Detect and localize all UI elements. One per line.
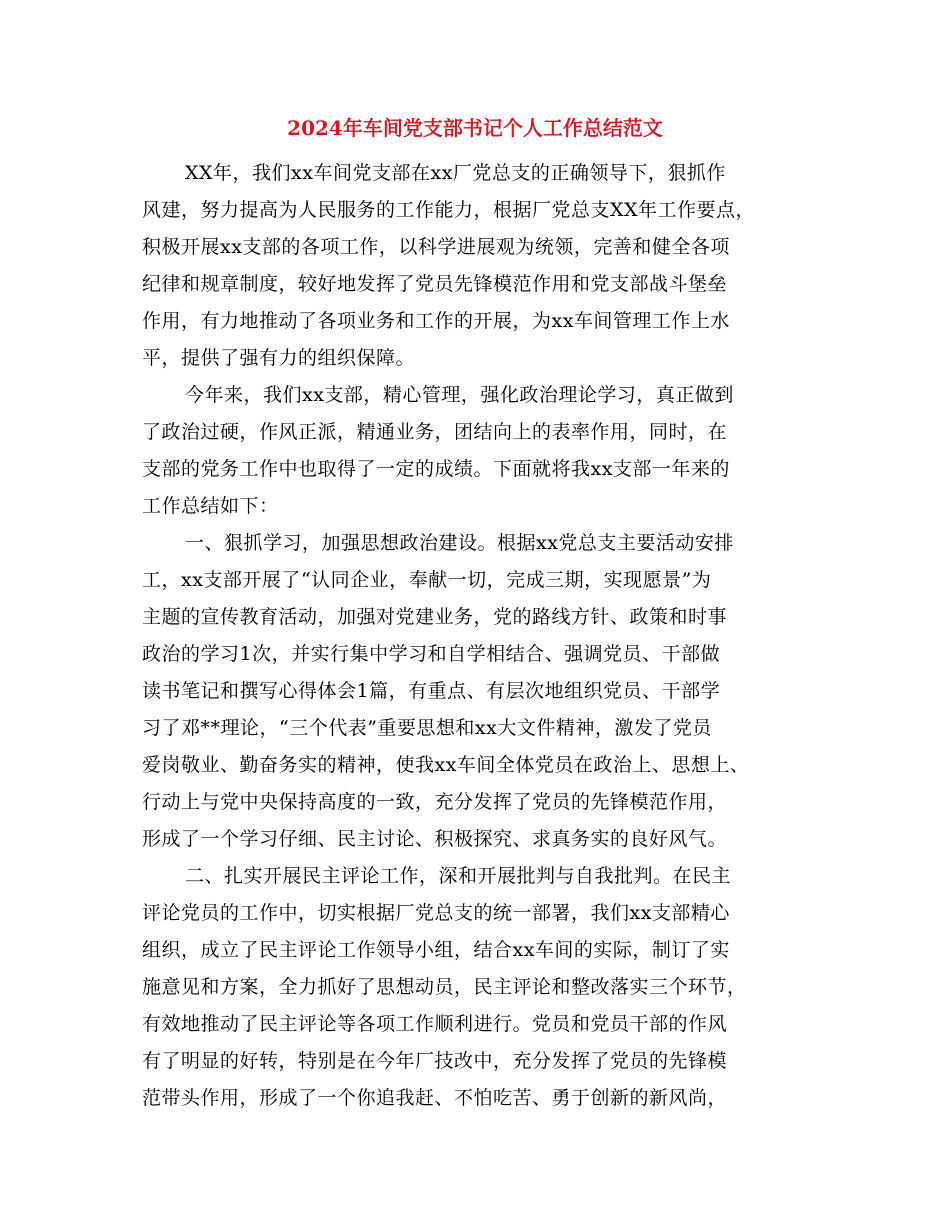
- body-line: 施意见和方案，全力抓好了思想动员，民主评论和整改落实三个环节，: [142, 976, 747, 998]
- body-line: 今年来，我们xx支部，精心管理，强化政治理论学习，真正做到: [185, 384, 734, 406]
- body-line: 行动上与党中央保持高度的一致，充分发挥了党员的先锋模范作用，: [142, 791, 728, 813]
- body-line: 支部的党务工作中也取得了一定的成绩。下面就将我xx支部一年来的: [142, 458, 730, 480]
- body-line: 工作总结如下：: [142, 495, 279, 517]
- body-line: 读书笔记和撰写心得体会1篇，有重点、有层次地组织党员、干部学: [142, 680, 721, 702]
- body-line: 组织，成立了民主评论工作领导小组，结合xx车间的实际，制订了实: [142, 939, 730, 961]
- body-line: 风建，努力提高为人民服务的工作能力，根据厂党总支XX年工作要点，: [142, 199, 756, 221]
- body-line: 评论党员的工作中，切实根据厂党总支的统一部署，我们xx支部精心: [142, 902, 730, 924]
- body-line: 习了邓**理论，“三个代表”重要思想和xx大文件精神，激发了党员: [142, 717, 712, 739]
- body-line: 有效地推动了民主评论等各项工作顺利进行。党员和党员干部的作风: [142, 1013, 728, 1035]
- body-line: 范带头作用，形成了一个你追我赶、不怕吃苦、勇于创新的新风尚，: [142, 1087, 728, 1109]
- body-line: 纪律和规章制度，较好地发挥了党员先锋模范作用和党支部战斗堡垒: [142, 273, 728, 295]
- body-line: 平，提供了强有力的组织保障。: [142, 347, 416, 369]
- body-line: 政治的学习1次，并实行集中学习和自学相结合、强调党员、干部做: [142, 643, 721, 665]
- body-line: XX年，我们xx车间党支部在xx厂党总支的正确领导下，狠抓作: [185, 162, 726, 184]
- body-line: 工，xx支部开展了“认同企业，奉献一切，完成三期，实现愿景”为: [142, 569, 712, 591]
- body-line: 主题的宣传教育活动，加强对党建业务，党的路线方针、政策和时事: [142, 606, 728, 628]
- body-line: 形成了一个学习仔细、民主讨论、积极探究、求真务实的良好风气。: [142, 828, 728, 850]
- body-line: 积极开展xx支部的各项工作，以科学进展观为统领，完善和健全各项: [142, 236, 730, 258]
- body-line: 爱岗敬业、勤奋务实的精神，使我xx车间全体党员在政治上、思想上、: [142, 754, 750, 776]
- body-line: 作用，有力地推动了各项业务和工作的开展，为xx车间管理工作上水: [142, 310, 730, 332]
- document-title: 2024年车间党支部书记个人工作总结范文: [287, 116, 663, 140]
- body-line: 一、狠抓学习，加强思想政治建设。根据xx党总支主要活动安排: [185, 532, 734, 554]
- body-line: 有了明显的好转，特别是在今年厂技改中，充分发挥了党员的先锋模: [142, 1050, 728, 1072]
- body-line: 了政治过硬，作风正派，精通业务，团结向上的表率作用，同时，在: [142, 421, 728, 443]
- body-line: 二、扎实开展民主评论工作，深和开展批判与自我批判。在民主: [185, 865, 732, 887]
